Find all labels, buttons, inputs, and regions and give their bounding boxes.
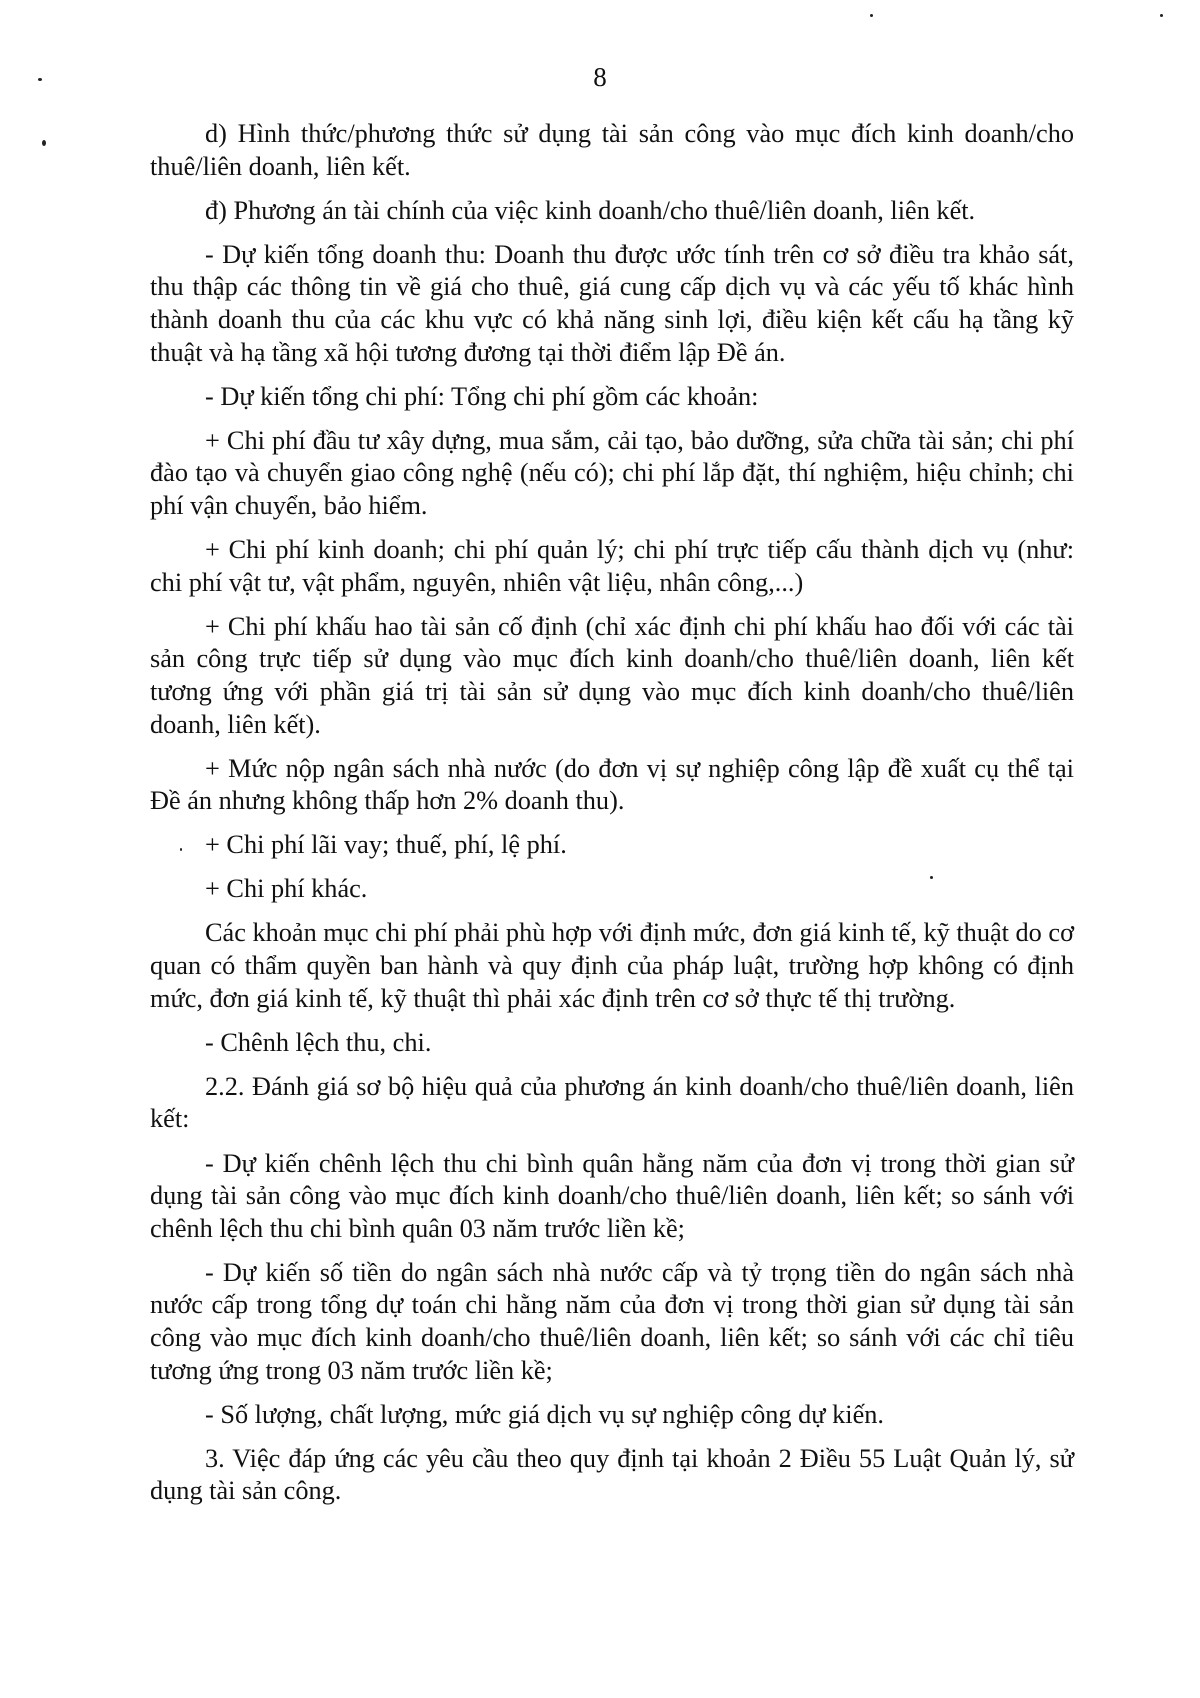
paragraph-interest-taxes: + Chi phí lãi vay; thuế, phí, lệ phí. — [205, 830, 567, 860]
page-number: 8 — [593, 62, 607, 92]
paragraph-cost-norms: Các khoản mục chi phí phải phù hợp với định mức, đơn giá kinh tế, kỹ thuật do cơ quan có thẩm quyền ban hành và quy định của pháp luật, trường hợp không có định mức, đơn giá kinh tế, kỹ thuật thì phải xác định trên cơ sở thực tế thị trường. — [150, 918, 1074, 1013]
paragraph-expected-revenue: - Dự kiến tổng doanh thu: Doanh thu được ước tính trên cơ sở điều tra khảo sát, thu thập các thông tin về giá cho thuê, giá cung cấp dịch vụ và các yếu tố khác hình thành doanh thu của các khu vực có khả năng sinh lợi, điều kiện kết cấu hạ tầng kỹ thuật và hạ tầng xã hội tương đương tại thời điểm lập Đề án. — [150, 239, 1074, 367]
paragraph-expected-state-funding: - Dự kiến số tiền do ngân sách nhà nước cấp và tỷ trọng tiền do ngân sách nhà nước cấp trong tổng dự toán chi hằng năm của đơn vị trong thời gian sử dụng tài sản công vào mục đích kinh doanh/cho thuê/liên doanh, liên kết; so sánh với các chỉ tiêu tương ứng trong 03 năm trước liền kề; — [150, 1257, 1074, 1385]
paragraph-3-legal-requirements: 3. Việc đáp ứng các yêu cầu theo quy định tại khoản 2 Điều 55 Luật Quản lý, sử dụng tài sản công. — [150, 1443, 1074, 1506]
scan-speck — [870, 14, 873, 17]
paragraph-revenue-expense-difference: - Chênh lệch thu, chi. — [205, 1027, 432, 1057]
scan-speck — [1160, 14, 1163, 17]
scan-speck — [930, 876, 933, 879]
paragraph-investment-costs: + Chi phí đầu tư xây dựng, mua sắm, cải tạo, bảo dưỡng, sửa chữa tài sản; chi phí đào tạo và chuyển giao công nghệ (nếu có); chi phí lắp đặt, thí nghiệm, hiệu chỉnh; chi phí vận chuyển, bảo hiểm. — [150, 425, 1074, 520]
paragraph-business-costs: + Chi phí kinh doanh; chi phí quản lý; chi phí trực tiếp cấu thành dịch vụ (như: chi phí vật tư, vật phẩm, nguyên, nhiên vật liệu, nhân công,...) — [150, 535, 1074, 597]
paragraph-2-2-efficiency-assessment: 2.2. Đánh giá sơ bộ hiệu quả của phương án kinh doanh/cho thuê/liên doanh, liên kết: — [150, 1071, 1074, 1134]
document-body — [150, 118, 1074, 1519]
paragraph-depreciation-costs: + Chi phí khấu hao tài sản cố định (chỉ xác định chi phí khấu hao đối với các tài sản công trực tiếp sử dụng vào mục đích kinh doanh/cho thuê/liên doanh, liên kết tương ứng với phần giá trị tài sản sử dụng vào mục đích kinh doanh/cho thuê/liên doanh, liên kết). — [150, 611, 1074, 739]
paragraph-expected-average-difference: - Dự kiến chênh lệch thu chi bình quân hằng năm của đơn vị trong thời gian sử dụng tài sản công vào mục đích kinh doanh/cho thuê/liên doanh, liên kết; so sánh với chênh lệch thu chi bình quân 03 năm trước liền kề; — [150, 1148, 1074, 1243]
paragraph-other-costs: + Chi phí khác. — [205, 874, 368, 904]
paragraph-state-budget-payment: + Mức nộp ngân sách nhà nước (do đơn vị sự nghiệp công lập đề xuất cụ thể tại Đề án nhưng không thấp hơn 2% doanh thu). — [150, 753, 1074, 816]
paragraph-service-quantity-quality-price: - Số lượng, chất lượng, mức giá dịch vụ sự nghiệp công dự kiến. — [205, 1399, 884, 1429]
scan-speck — [42, 140, 46, 146]
scan-speck — [180, 848, 182, 851]
scan-speck — [38, 78, 42, 81]
paragraph-d-usage-method: d) Hình thức/phương thức sử dụng tài sản công vào mục đích kinh doanh/cho thuê/liên doanh, liên kết. — [150, 119, 1074, 181]
paragraph-dd-financial-plan: đ) Phương án tài chính của việc kinh doanh/cho thuê/liên doanh, liên kết. — [205, 195, 976, 225]
paragraph-expected-costs: - Dự kiến tổng chi phí: Tổng chi phí gồm các khoản: — [205, 381, 759, 411]
